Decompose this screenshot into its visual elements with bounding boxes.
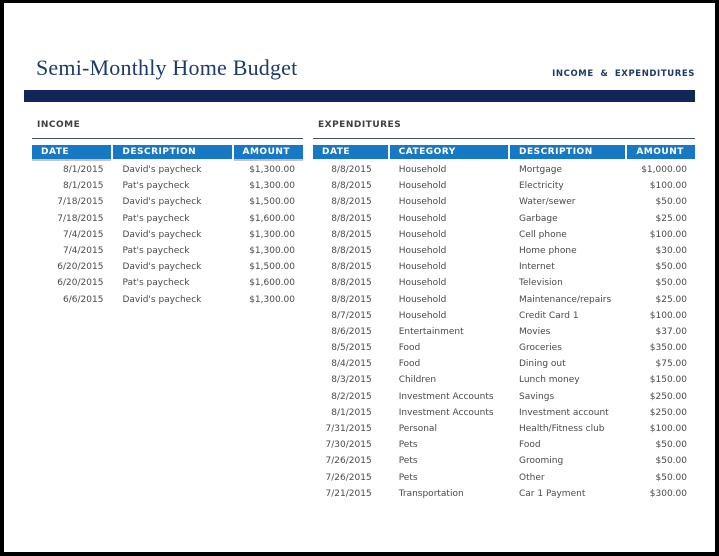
table-row: [313, 243, 695, 259]
income-cell-date[interactable]: 6/6/2015: [63, 294, 104, 305]
expenditures-cell-amount[interactable]: $100.00: [649, 181, 687, 192]
income-cell-description[interactable]: David's paycheck: [122, 229, 202, 240]
table-row: [313, 259, 695, 275]
expenditures-cell-category[interactable]: Investment Accounts: [398, 407, 494, 418]
income-header-row: [32, 145, 303, 159]
expenditures-cell-amount[interactable]: $100.00: [649, 424, 687, 434]
table-row: [313, 292, 695, 308]
income-cell-description[interactable]: David's paycheck: [122, 294, 202, 305]
table-row: [32, 292, 303, 308]
income-cell-description[interactable]: David's paycheck: [122, 197, 202, 208]
income-cell-description[interactable]: Pat's paycheck: [122, 213, 190, 224]
table-row: [313, 211, 695, 227]
expenditures-cell-date[interactable]: 8/3/2015: [331, 375, 372, 386]
expenditures-cell-description[interactable]: Car 1 Payment: [519, 488, 586, 499]
income-cell-date[interactable]: 6/20/2015: [57, 278, 104, 289]
expenditures-cell-date[interactable]: 8/5/2015: [331, 343, 372, 354]
expenditures-cell-amount[interactable]: $75.00: [655, 359, 687, 370]
expenditures-cell-description[interactable]: Electricity: [519, 181, 564, 192]
expenditures-cell-description[interactable]: Maintenance/repairs: [519, 294, 612, 305]
expenditures-cell-date[interactable]: 8/6/2015: [331, 326, 372, 337]
expenditures-cell-description[interactable]: Investment account: [519, 407, 609, 418]
expenditures-cell-category[interactable]: Household: [398, 165, 447, 175]
income-cell-date[interactable]: 7/4/2015: [63, 245, 104, 256]
expenditures-cell-amount[interactable]: $37.00: [655, 326, 687, 337]
income-cell-date[interactable]: 8/1/2015: [63, 165, 104, 175]
expenditures-cell-category[interactable]: Household: [398, 213, 447, 224]
column-header-description[interactable]: DESCRIPTION: [510, 145, 625, 159]
expenditures-cell-date[interactable]: 8/8/2015: [331, 197, 372, 208]
income-cell-description[interactable]: Pat's paycheck: [122, 278, 190, 289]
expenditures-cell-amount[interactable]: $150.00: [649, 375, 687, 386]
expenditures-cell-date[interactable]: 7/30/2015: [325, 440, 372, 451]
expenditures-cell-category[interactable]: Entertainment: [398, 326, 464, 337]
table-row: [313, 486, 695, 502]
table-row: [313, 340, 695, 356]
table-row: [32, 275, 303, 291]
expenditures-cell-date[interactable]: 7/26/2015: [325, 472, 372, 483]
expenditures-cell-description[interactable]: Water/sewer: [519, 197, 576, 208]
column-header-date[interactable]: DATE: [32, 145, 111, 159]
income-cell-amount[interactable]: $1,500.00: [249, 262, 295, 273]
table-row: [313, 405, 695, 421]
expenditures-cell-category[interactable]: Children: [398, 375, 437, 386]
expenditures-cell-amount[interactable]: $50.00: [655, 456, 687, 467]
table-row: [313, 275, 695, 291]
income-cell-amount[interactable]: $1,600.00: [249, 213, 295, 224]
income-cell-description[interactable]: David's paycheck: [122, 262, 202, 273]
column-header-amount[interactable]: AMOUNT: [234, 145, 304, 159]
table-row: [313, 178, 695, 194]
income-cell-amount[interactable]: $1,300.00: [249, 165, 295, 175]
income-cell-amount[interactable]: $1,300.00: [249, 181, 295, 192]
expenditures-cell-amount[interactable]: $25.00: [655, 294, 687, 305]
page-title: Semi-Monthly Home Budget: [36, 55, 298, 80]
expenditures-cell-amount[interactable]: $300.00: [649, 488, 687, 499]
expenditures-cell-description[interactable]: Health/Fitness club: [519, 424, 605, 434]
expenditures-table: [313, 120, 695, 502]
column-header-category[interactable]: CATEGORY: [390, 145, 508, 159]
expenditures-cell-category[interactable]: Household: [398, 310, 447, 321]
expenditures-cell-date[interactable]: 8/8/2015: [331, 213, 372, 224]
expenditures-cell-date[interactable]: 8/7/2015: [331, 310, 372, 321]
income-section-label: INCOME: [32, 120, 303, 139]
table-row: [313, 308, 695, 324]
title-divider-bar: [24, 90, 695, 102]
income-cell-description[interactable]: Pat's paycheck: [122, 181, 190, 192]
expenditures-cell-amount[interactable]: $25.00: [655, 213, 687, 224]
expenditures-cell-amount[interactable]: $50.00: [655, 197, 687, 208]
table-row: [313, 470, 695, 486]
expenditures-cell-category[interactable]: Pets: [398, 472, 418, 483]
table-row: [313, 162, 695, 178]
expenditures-cell-description[interactable]: Food: [519, 440, 541, 451]
expenditures-cell-category[interactable]: Household: [398, 278, 447, 289]
expenditures-cell-description[interactable]: Internet: [519, 262, 555, 273]
expenditures-header-row: [313, 145, 695, 159]
expenditures-cell-category[interactable]: Household: [398, 181, 447, 192]
expenditures-cell-category[interactable]: Transportation: [398, 488, 464, 499]
expenditures-cell-description[interactable]: Dining out: [519, 359, 566, 370]
table-row: [313, 437, 695, 453]
expenditures-cell-category[interactable]: Pets: [398, 440, 418, 451]
table-row: [32, 162, 303, 178]
expenditures-cell-date[interactable]: 8/1/2015: [331, 407, 372, 418]
expenditures-cell-date[interactable]: 8/8/2015: [331, 181, 372, 192]
expenditures-cell-date[interactable]: 8/2/2015: [331, 391, 372, 402]
income-cell-date[interactable]: 7/18/2015: [57, 197, 104, 208]
table-row: [313, 453, 695, 469]
table-row: [313, 389, 695, 405]
table-row: [32, 194, 303, 210]
expenditures-cell-date[interactable]: 8/8/2015: [331, 165, 372, 175]
expenditures-cell-date[interactable]: 7/26/2015: [325, 456, 372, 467]
expenditures-rows: [313, 162, 695, 502]
expenditures-cell-category[interactable]: Household: [398, 245, 447, 256]
expenditures-cell-description[interactable]: Other: [519, 472, 545, 483]
expenditures-cell-amount[interactable]: $250.00: [649, 391, 687, 402]
table-row: [313, 227, 695, 243]
table-row: [32, 178, 303, 194]
expenditures-cell-date[interactable]: 8/8/2015: [331, 294, 372, 305]
income-rows: [32, 162, 303, 308]
spreadsheet-page: [4, 3, 715, 552]
income-table: [32, 120, 303, 308]
expenditures-cell-description[interactable]: Savings: [519, 391, 555, 402]
income-cell-description[interactable]: David's paycheck: [122, 165, 202, 175]
expenditures-cell-description[interactable]: Credit Card 1: [519, 310, 579, 321]
expenditures-cell-description[interactable]: Movies: [519, 326, 551, 337]
table-row: [32, 243, 303, 259]
expenditures-cell-description[interactable]: Mortgage: [519, 165, 562, 175]
table-row: [313, 372, 695, 388]
expenditures-cell-description[interactable]: Cell phone: [519, 229, 567, 240]
expenditures-cell-category[interactable]: Household: [398, 294, 447, 305]
expenditures-cell-category[interactable]: Household: [398, 197, 447, 208]
table-row: [32, 227, 303, 243]
income-cell-description[interactable]: Pat's paycheck: [122, 245, 190, 256]
expenditures-cell-amount[interactable]: $350.00: [649, 343, 687, 354]
expenditures-cell-category[interactable]: Pets: [398, 456, 418, 467]
table-row: [313, 194, 695, 210]
income-cell-date[interactable]: 6/20/2015: [57, 262, 104, 273]
expenditures-cell-amount[interactable]: $50.00: [655, 262, 687, 273]
expenditures-cell-amount[interactable]: $50.00: [655, 472, 687, 483]
expenditures-cell-amount[interactable]: $1,000.00: [641, 165, 687, 175]
sheet-tagline: INCOME & EXPENDITURES: [552, 69, 695, 79]
expenditures-cell-category[interactable]: Household: [398, 229, 447, 240]
table-row: [313, 324, 695, 340]
expenditures-cell-amount[interactable]: $30.00: [655, 245, 687, 256]
expenditures-cell-amount[interactable]: $100.00: [649, 229, 687, 240]
income-cell-amount[interactable]: $1,300.00: [249, 229, 295, 240]
expenditures-cell-date[interactable]: 8/4/2015: [331, 359, 372, 370]
expenditures-cell-category[interactable]: Investment Accounts: [398, 391, 494, 402]
expenditures-cell-description[interactable]: Lunch money: [519, 375, 580, 386]
expenditures-cell-category[interactable]: Food: [398, 359, 421, 370]
expenditures-cell-date[interactable]: 8/8/2015: [331, 245, 372, 256]
column-header-date[interactable]: DATE: [313, 145, 388, 159]
expenditures-cell-date[interactable]: 7/21/2015: [325, 488, 372, 499]
column-header-description[interactable]: DESCRIPTION: [113, 145, 231, 159]
expenditures-section-label: EXPENDITURES: [313, 120, 695, 139]
expenditures-cell-description[interactable]: Television: [519, 278, 563, 289]
expenditures-cell-date[interactable]: 8/8/2015: [331, 278, 372, 289]
expenditures-cell-amount[interactable]: $100.00: [649, 310, 687, 321]
table-row: [313, 356, 695, 372]
column-header-amount[interactable]: AMOUNT: [627, 145, 695, 159]
expenditures-cell-description[interactable]: Home phone: [519, 245, 577, 256]
table-row: [32, 259, 303, 275]
expenditures-cell-amount[interactable]: $50.00: [655, 440, 687, 451]
income-cell-date[interactable]: 8/1/2015: [63, 181, 104, 192]
expenditures-cell-amount[interactable]: $50.00: [655, 278, 687, 289]
expenditures-cell-amount[interactable]: $250.00: [649, 407, 687, 418]
income-cell-amount[interactable]: $1,300.00: [249, 294, 295, 305]
income-cell-date[interactable]: 7/4/2015: [63, 229, 104, 240]
income-cell-amount[interactable]: $1,500.00: [249, 197, 295, 208]
income-cell-amount[interactable]: $1,300.00: [249, 245, 295, 256]
expenditures-cell-category[interactable]: Food: [398, 343, 421, 354]
expenditures-cell-category[interactable]: Household: [398, 262, 447, 273]
table-row: [32, 211, 303, 227]
expenditures-cell-date[interactable]: 8/8/2015: [331, 229, 372, 240]
expenditures-cell-date[interactable]: 7/31/2015: [325, 424, 372, 434]
expenditures-cell-description[interactable]: Garbage: [519, 213, 558, 224]
income-cell-amount[interactable]: $1,600.00: [249, 278, 295, 289]
expenditures-cell-description[interactable]: Grooming: [519, 456, 564, 467]
expenditures-cell-date[interactable]: 8/8/2015: [331, 262, 372, 273]
income-cell-date[interactable]: 7/18/2015: [57, 213, 104, 224]
expenditures-cell-category[interactable]: Personal: [398, 424, 437, 434]
table-row: [313, 421, 695, 437]
expenditures-cell-description[interactable]: Groceries: [519, 343, 562, 354]
